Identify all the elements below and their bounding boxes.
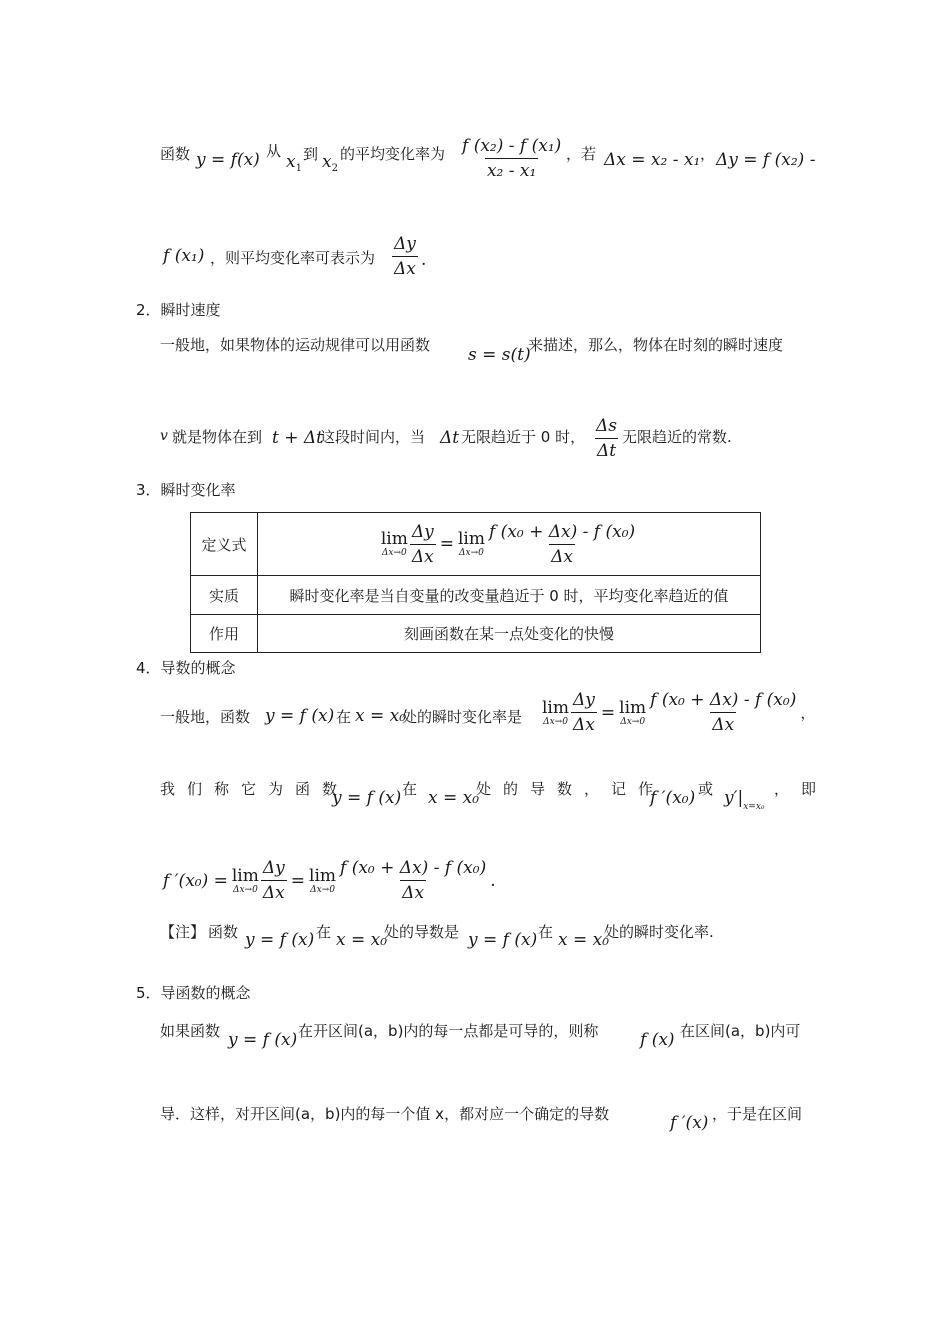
definition-table [190,512,761,653]
math-x1: $x_1$ [286,152,302,174]
text-period: . [421,250,427,270]
math-x2: $x_2$ [322,152,338,174]
text-derivfn-body2: ，于是在区间 [712,1105,803,1123]
table-cell-label: 实质 [191,576,258,615]
math-y-fx: y = f (x) [265,706,335,726]
text-hanshu: 函数 [160,145,191,163]
text-deriv-intro2: 处的瞬时变化率是 [402,708,523,726]
fraction-difference-quotient: $\frac{\text{f (x₀ + Δx) - f (x₀)}}{\Delta x}$ [488,521,636,567]
text-ruo: ，若 [566,145,597,163]
math-y-fx: y = f (x) [468,930,538,950]
text-or: 或 [698,780,714,798]
math-x-eq-x0: x = x₀ [336,930,388,950]
fraction-dy-dx: $\frac{\Delta y}{\Delta x}$ [394,234,416,279]
text-we-call: 我们称它为函数 [160,780,350,798]
note-text-hanshu: 函数 [208,923,239,941]
lim-operator: lim Δx→0 [457,529,485,558]
math-s-st: s = s(t) [468,345,531,365]
note-label: 【注】 [160,923,206,941]
math-y-fx: y = f (x) [245,930,315,950]
math-x-eq-x0: x = x₀ [558,930,610,950]
math-x-eq-x0: x = x₀ [428,788,480,808]
lim-operator: lim Δx→0 [619,697,647,727]
fraction-difference-quotient: $\frac{\text{f (x₀ + Δx) - f (x₀)}}{\Delta x}$ [340,858,487,903]
math-y-fx: y = f(x) [196,150,260,170]
heading-instant-velocity: 2．瞬时速度 [136,301,221,319]
math-y-fx: y = f (x) [332,788,402,808]
heading-derivative-concept: 4．导数的概念 [136,659,236,677]
equals-sign: = [439,534,454,554]
math-delta-y: Δy = f (x₂) - [716,150,816,170]
note-text-end: 处的瞬时变化率. [604,923,714,941]
text-avg-expressed: ，则平均变化率可表示为 [210,249,376,267]
text-zai: 在 [402,780,418,798]
text-velocity-intro: 一般地，如果物体的运动规律可以用函数 [160,336,431,354]
text-cong: 从 [266,142,282,160]
math-x-eq-x0: x = x₀ [355,706,407,726]
text-zai: 在 [336,708,352,726]
text-comma: ， [800,704,816,722]
table-row-definition [191,513,761,576]
text-velocity-body3: 无限趋近于 0 时， [461,428,586,446]
lim-operator: lim Δx→0 [309,865,337,895]
text-zai: 在 [316,923,332,941]
heading-instant-rate: 3．瞬时变化率 [136,481,236,499]
math-f-prime-x0: f ′(x₀) [650,788,696,808]
text-period: . [490,870,496,891]
lim-operator: lim Δx→0 [542,697,569,727]
note-text-deriv-is: 处的导数是 [384,923,460,941]
table-cell-formula [258,513,761,576]
formula-derivative-limit [542,690,815,735]
math-y-fx: y = f (x) [228,1030,298,1050]
lim-operator: lim Δx→0 [380,529,408,558]
lim-operator: lim Δx→0 [231,865,259,895]
text-deriv-intro1: 一般地，函数 [160,708,251,726]
fraction-ds-dt: $\frac{\Delta s}{\Delta t}$ [596,416,618,461]
formula-instant-rate [381,522,637,567]
fraction-dy-dx: $\frac{\Delta y}{\Delta x}$ [573,690,595,735]
text-namely: ，即 [774,780,829,798]
text-denoted: 处的导数，记作 [476,780,666,798]
text-velocity-body2: 这段时间内，当 [320,428,426,446]
equals-sign: = [290,870,306,891]
table-row-purpose [191,615,761,653]
equals-sign: = [600,702,616,723]
math-delta-x: Δx = x₂ - x₁ [604,150,701,170]
text-derivfn-body1: 导．这样，对开区间(a，b)内的每一个值 x，都对应一个确定的导数 [160,1105,610,1123]
math-t-plus-dt: t + Δt [272,428,323,448]
math-f-prime-x: f ′(x) [670,1113,709,1133]
table-cell-content: 刻画函数在某一点处变化的快慢 [258,615,761,653]
text-zai: 在 [538,923,554,941]
fraction-dy-dx: $\frac{\Delta y}{\Delta x}$ [411,521,434,567]
math-y-prime-eval: $y'|_{x=x_0}$ [724,788,765,812]
text-avg-rate: 的平均变化率为 [340,145,446,163]
math-f-x1: f (x₁) [163,246,205,266]
table-cell-content: 瞬时变化率是当自变量的改变量趋近于 0 时，平均变化率趋近的值 [258,576,761,615]
table-cell-label: 定义式 [191,513,258,576]
math-dt: Δt [440,428,460,448]
math-f-prime-x0-eq: f ′(x₀) = [163,870,228,891]
heading-derived-function: 5．导函数的概念 [136,984,251,1002]
fraction-difference-quotient: $\frac{\text{f (x₀ + Δx) - f (x₀)}}{\Delta x}$ [650,690,797,735]
table-row-essence [191,576,761,615]
math-v: v [160,428,168,444]
text-dao: 到 [303,145,319,163]
math-fx: f (x) [640,1030,675,1050]
text-derivfn-intro1: 如果函数 [160,1022,221,1040]
fraction-avg-rate: $\frac{\text{f (x₂) - f (x₁)}}{\text{x₂ - x₁}}$ [462,136,562,181]
text-derivfn-intro3: 在区间(a，b)内可 [680,1022,801,1040]
fraction-dy-dx: $\frac{\Delta y}{\Delta x}$ [262,858,285,903]
text-derivfn-intro2: 在开区间(a，b)内的每一点都是可导的，则称 [298,1022,599,1040]
text-comma: ， [700,145,716,163]
text-velocity-body1: 就是物体在到 [172,428,263,446]
text-velocity-body4: 无限趋近的常数. [622,428,732,446]
formula-derivative-definition [163,858,496,903]
text-velocity-desc: 来描述，那么，物体在时刻的瞬时速度 [528,336,784,354]
table-cell-label: 作用 [191,615,258,653]
